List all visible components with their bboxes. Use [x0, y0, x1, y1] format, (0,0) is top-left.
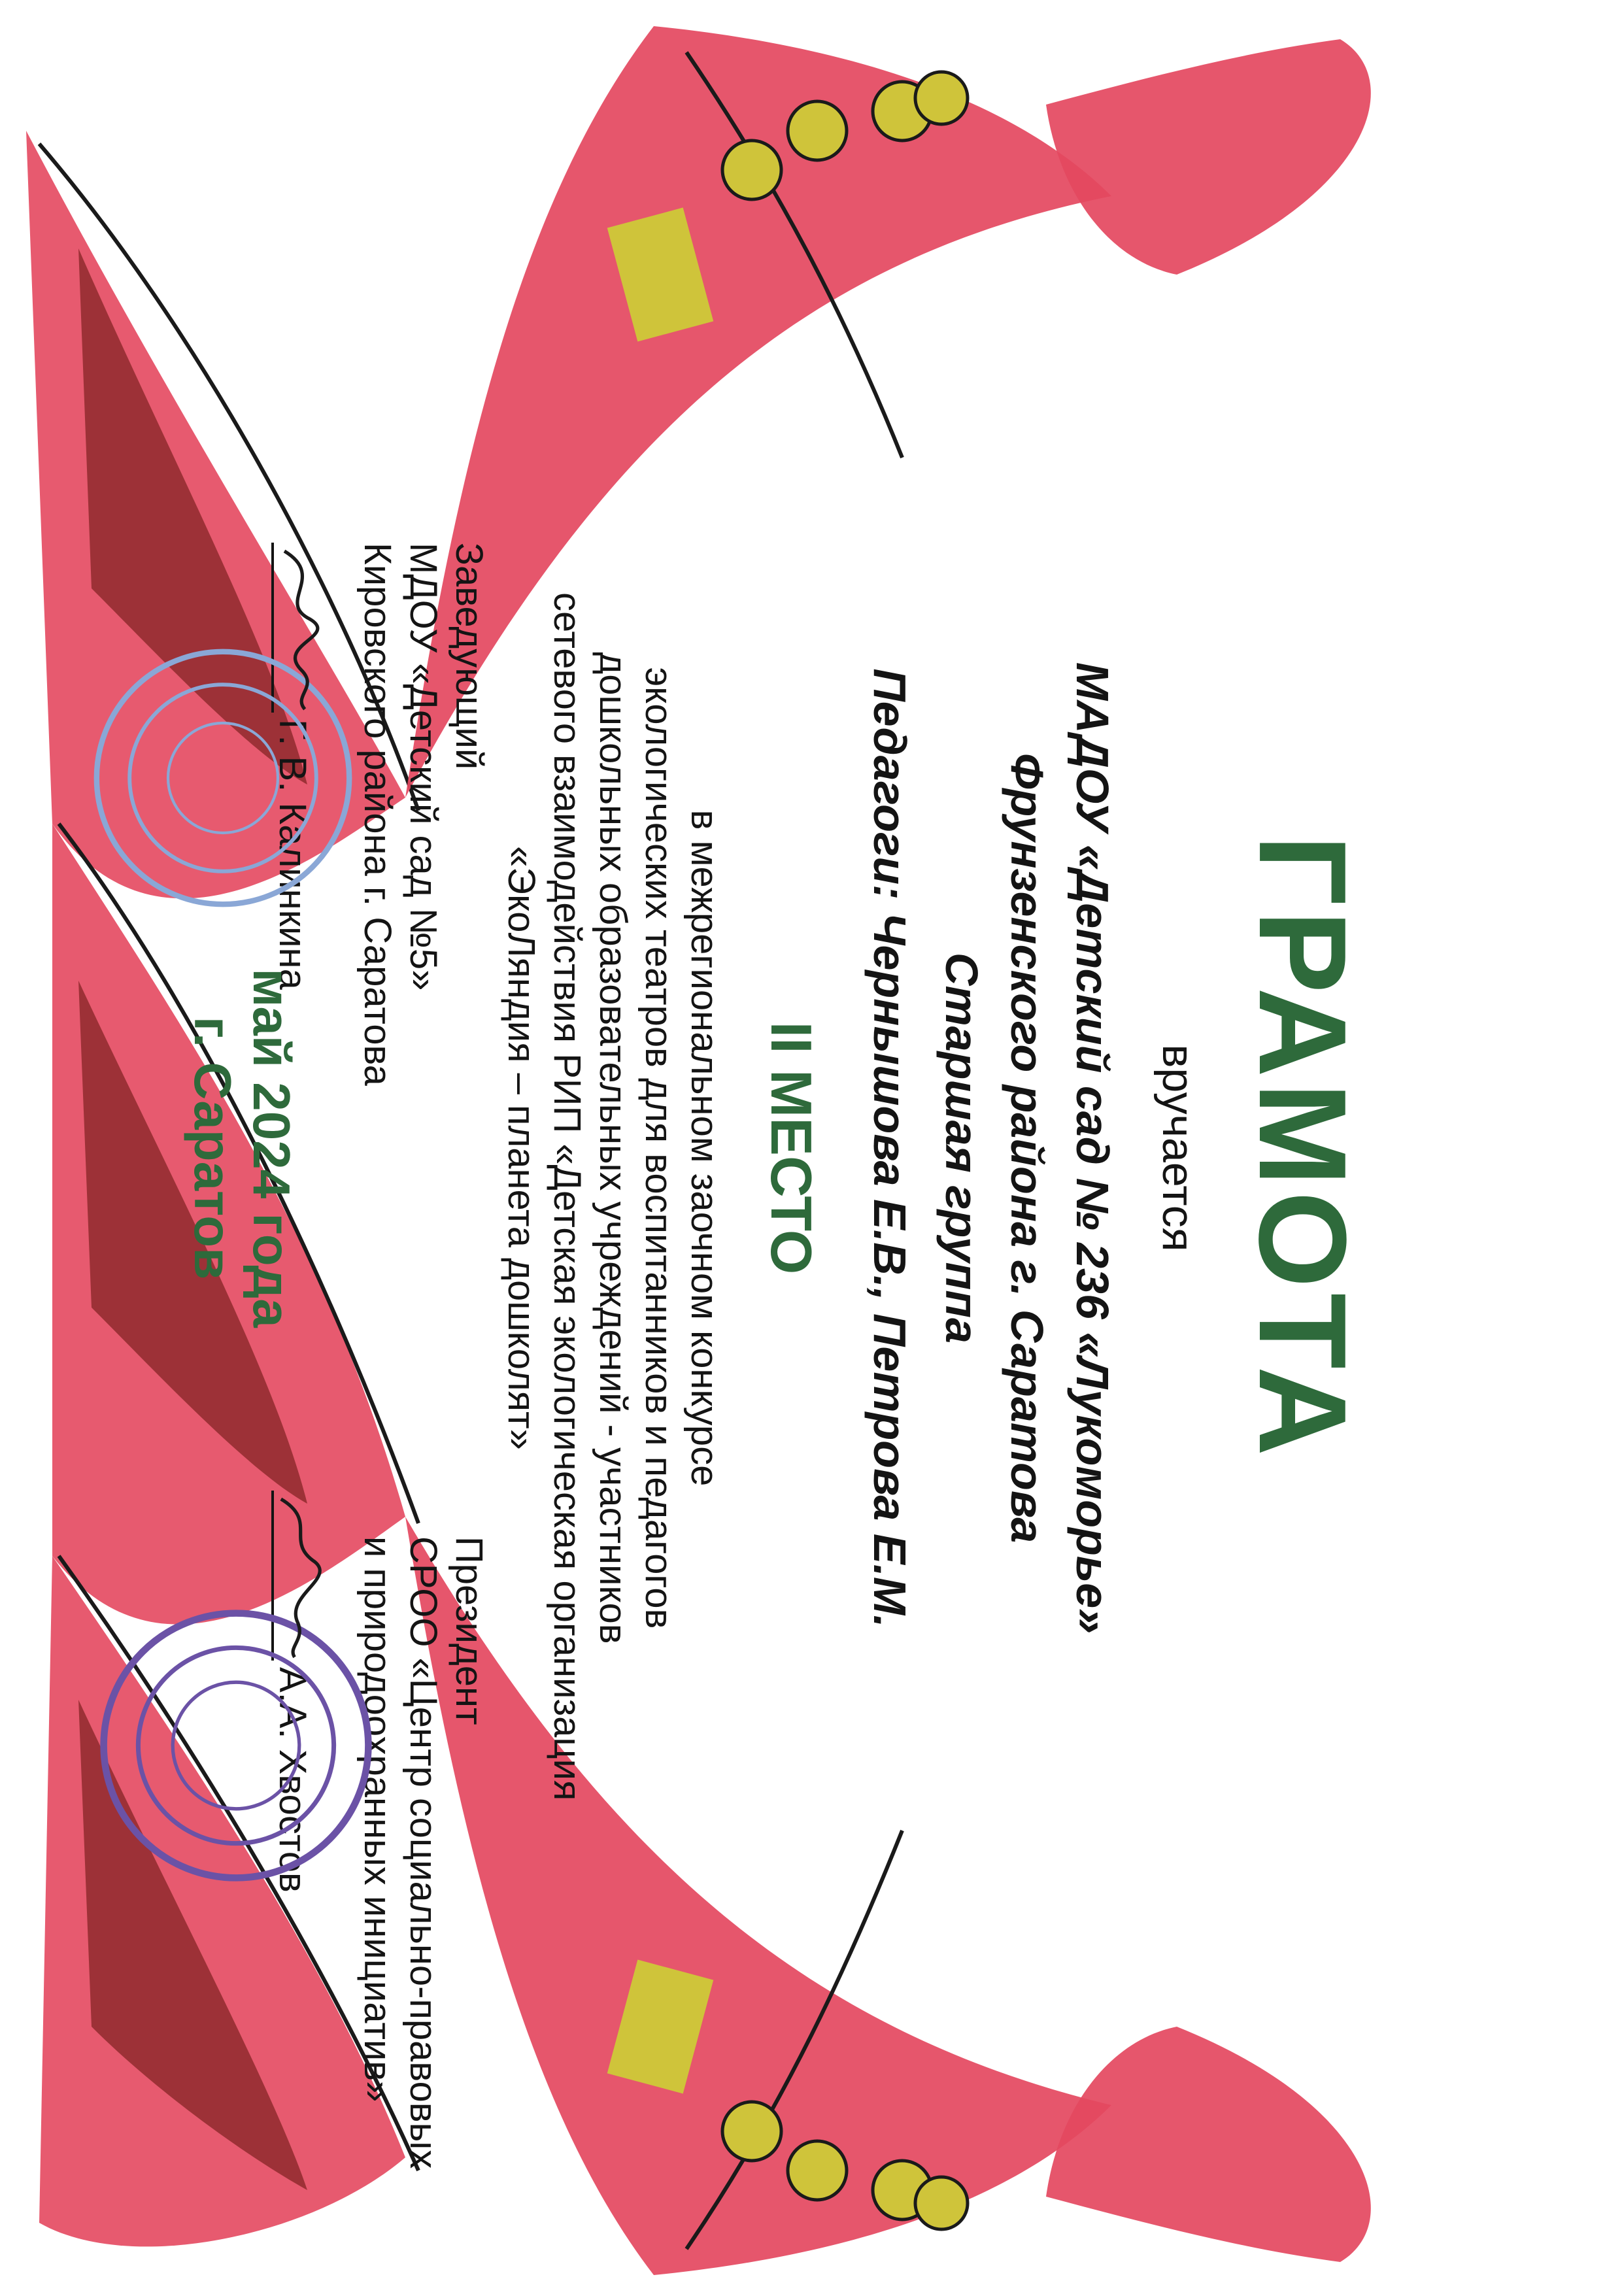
signature-right [262, 1491, 341, 1661]
contest-line: сетевого взаимодействия РИП «Детская экологическая организация [546, 592, 588, 1801]
left-signatory-district: Кировского района г. Саратова [356, 543, 399, 1086]
recipient-teachers: Педагоги: Чернышова Е.В., Петрова Е.М. [864, 668, 915, 1628]
signature-left [262, 543, 341, 713]
issue-date: май 2024 года [243, 968, 301, 1328]
contest-line: экологических театров для воспитанников и педагогов [637, 667, 680, 1629]
right-signatory-org-2: и природоохранных инициатив» [356, 1536, 399, 2102]
awarded-to-label: вручается [1153, 1044, 1203, 1252]
recipient-district: Фрунзенского района г. Саратова [1002, 752, 1053, 1544]
contest-line: «ЭкоЛяндия – планета дошколят» [500, 846, 543, 1450]
issue-city: г. Саратов [184, 1016, 242, 1280]
recipient-group: Старшая группа [936, 952, 987, 1343]
right-signatory-org: СРОО «Центр социально-правовых [402, 1536, 445, 2169]
right-signatory-name: А.А. Хвостов [271, 1667, 314, 1893]
recipient-org: МАДОУ «Детский сад № 236 «Лукоморье» [1067, 662, 1118, 1634]
contest-line: дошкольных образовательных учреждений - участников [592, 652, 634, 1644]
left-signatory-name: Г. В. Калинкина [271, 719, 314, 990]
certificate-title: ГРАМОТА [1233, 834, 1372, 1462]
left-signatory-org: МДОУ «Детский сад №5» [402, 543, 445, 991]
right-signatory-position: Президент [448, 1536, 490, 1725]
left-signatory-position: Заведующий [448, 543, 490, 770]
contest-line: в межрегиональном заочном конкурсе [683, 809, 726, 1487]
award-place: II МЕСТО [759, 1021, 824, 1275]
